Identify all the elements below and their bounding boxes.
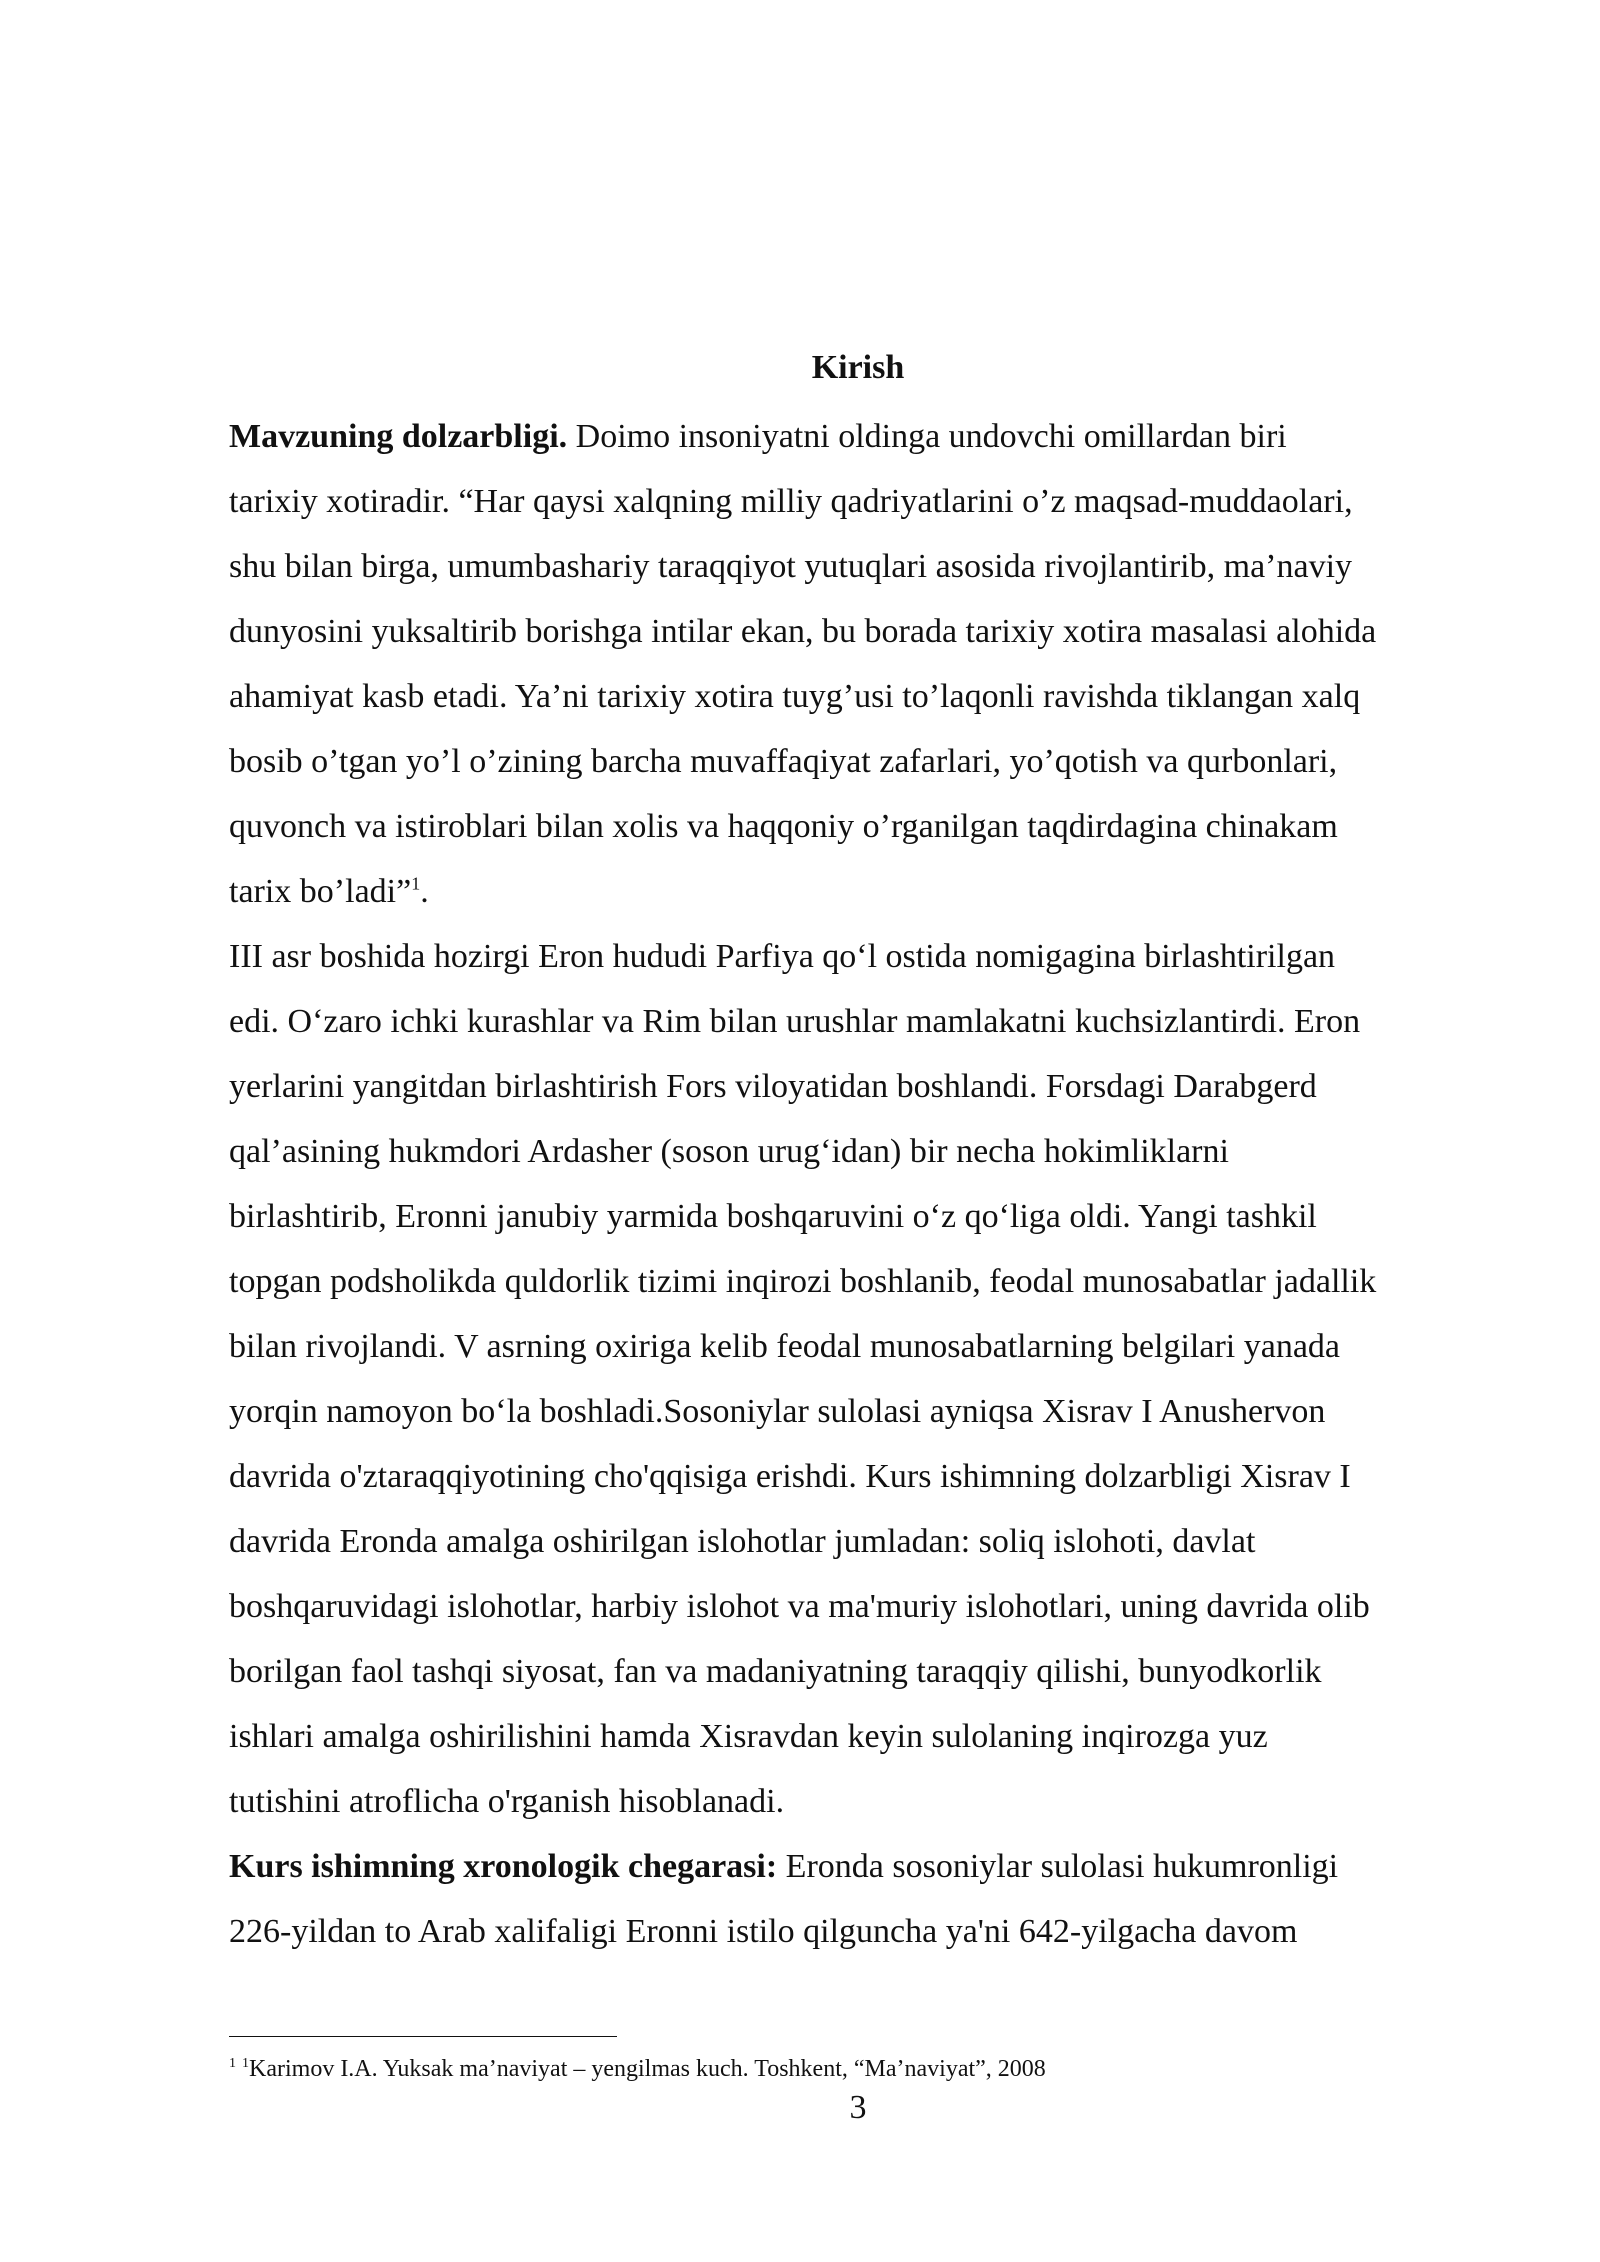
paragraph-text: Doimo insoniyatni oldinga undovchi omillardan biri tarixiy xotiradir. “Har qaysi xalqning milliy qadriyatlarini o’z maqsad-muddaolari, shu bilan birga, umumbashariy taraqqiyot yutuqlari asosida rivojlantirib, ma’naviy dunyosini yuksaltirib borishga intilar ekan, bu borada tarixiy xotira masalasi alohida ahamiyat kasb etadi. Ya’ni tarixiy xotira tuyg’usi to’laqonli ravishda tiklangan xalq bosib o’tgan yo’l o’zining barcha muvaffaqiyat zafarlari, yo’qotish va qurbonlari, quvonch va istiroblari bilan xolis va haqqoniy o’rganilgan taqdirdagina chinakam tarix bo’ladi”	[229, 418, 1377, 910]
paragraph-lead: Mavzuning dolzarbligi.	[229, 418, 568, 455]
body-text	[229, 404, 1487, 1964]
footnote-divider	[229, 2036, 617, 2037]
paragraph-relevance	[229, 404, 1487, 924]
paragraph-chronology	[229, 1834, 1487, 1964]
paragraph-lead: Kurs ishimning xronologik chegarasi:	[229, 1848, 778, 1885]
footnote-text: Karimov I.A. Yuksak ma’naviyat – yengilmas kuch. Toshkent, “Ma’naviyat”, 2008	[249, 2056, 1046, 2082]
footnote-reference: 1	[411, 873, 421, 894]
footnote-marker: 1	[229, 2056, 236, 2071]
paragraph-text: Eronda sosoniylar sulolasi hukumronligi 226-yildan to Arab xalifaligi Eronni istilo qilguncha ya'ni 642-yilgacha davom	[229, 1848, 1339, 1950]
paragraph-tail: .	[420, 873, 429, 910]
paragraph-history	[229, 924, 1487, 1834]
section-heading: Kirish	[811, 349, 905, 386]
paragraph-text: III asr boshida hozirgi Eron hududi Parfiya qo‘l ostida nomigagina birlashtirilgan edi. O‘zaro ichki kurashlar va Rim bilan urushlar mamlakatni kuchsizlantirdi. Eron yerlarini yangitdan birlashtirish Fors viloyatidan boshlandi. Forsdagi Darabgerd qal’asining hukmdori Ardasher (soson urug‘idan) bir necha hokimliklarni birlashtirib, Eronni janubiy yarmida boshqaruvini o‘z qo‘liga oldi. Yangi tashkil topgan podsholikda quldorlik tizimi inqirozi boshlanib, feodal munosabatlar jadallik bilan rivojlandi. V asrning oxiriga kelib feodal munosabatlarning belgilari yanada yorqin namoyon bo‘la boshladi.Sosoniylar sulolasi ayniqsa Xisrav I Anushervon davrida o'ztaraqqiyotining cho'qqisiga erishdi. Kurs ishimning dolzarbligi Xisrav I davrida Eronda amalga oshirilgan islohotlar jumladan: soliq islohoti, davlat boshqaruvidagi islohotlar, harbiy islohot va ma'muriy islohotlari, uning davrida olib borilgan faol tashqi siyosat, fan va madaniyatning taraqqiy qilishi, bunyodkorlik ishlari amalga oshirilishini hamda Xisravdan keyin sulolaning inqirozga yuz tutishini atroflicha o'rganish hisoblanadi.	[229, 938, 1377, 1820]
footnote	[229, 2052, 1487, 2086]
footnote-marker-inline: 1	[242, 2056, 249, 2071]
page-number: 3	[849, 2089, 867, 2126]
